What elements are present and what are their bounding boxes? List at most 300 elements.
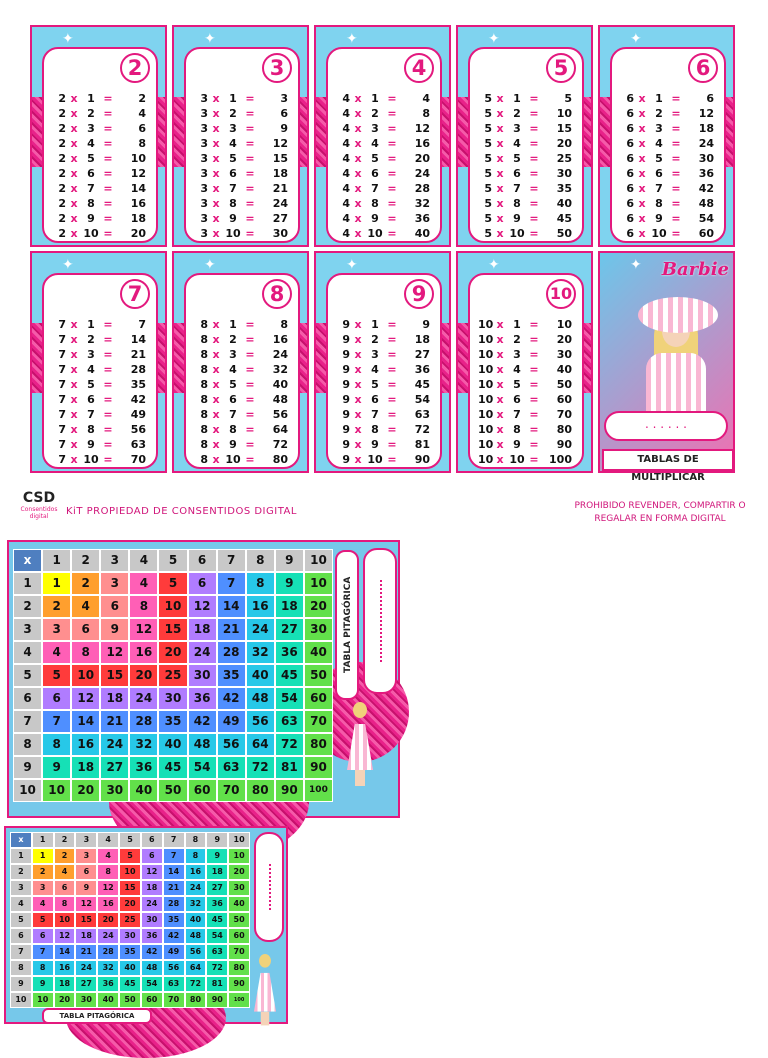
grid-cell: 32 [246, 641, 275, 664]
product: 8 [422, 107, 430, 120]
equals-sign: = [671, 137, 681, 150]
star-icon: ✦ [204, 31, 216, 47]
times-sign: x [354, 438, 362, 451]
product: 20 [556, 137, 572, 150]
grid-header-cell: 9 [10, 976, 32, 992]
product: 49 [130, 408, 146, 421]
grid-cell: 24 [185, 880, 207, 896]
times-sign: x [70, 122, 78, 135]
factor-b: 9 [371, 438, 379, 451]
factor-a: 2 [58, 212, 66, 225]
times-sign: x [496, 227, 504, 240]
factor-b: 2 [229, 107, 237, 120]
factor-b: 10 [367, 453, 383, 466]
grid-cell: 60 [304, 687, 333, 710]
factor-a: 7 [58, 318, 66, 331]
factor-a: 4 [342, 92, 350, 105]
equals-sign: = [671, 92, 681, 105]
factor-b: 7 [513, 408, 521, 421]
equals-sign: = [529, 197, 539, 210]
product: 30 [698, 152, 714, 165]
table-row [620, 211, 720, 226]
equals-sign: = [529, 378, 539, 391]
grid-cell: 30 [188, 664, 217, 687]
times-sign: x [354, 227, 362, 240]
star-icon: ✦ [346, 31, 358, 47]
product: 14 [130, 333, 146, 346]
grid-cell: 81 [206, 976, 228, 992]
table-row [620, 121, 720, 136]
factor-b: 1 [229, 92, 237, 105]
grid-cell: 72 [185, 976, 207, 992]
factor-a: 7 [58, 423, 66, 436]
factor-b: 6 [371, 167, 379, 180]
equals-sign: = [103, 408, 113, 421]
factor-a: 6 [626, 137, 634, 150]
factor-b: 1 [229, 318, 237, 331]
table-row [478, 332, 578, 347]
factor-b: 4 [655, 137, 663, 150]
name-field-vertical [363, 548, 397, 694]
grid-cell: 18 [275, 595, 304, 618]
grid-cell: 12 [71, 687, 100, 710]
table-row [336, 437, 436, 452]
product: 30 [272, 227, 288, 240]
grid-cell: 100 [228, 992, 250, 1008]
factor-a: 7 [58, 438, 66, 451]
equals-sign: = [245, 152, 255, 165]
cover-card [598, 251, 735, 483]
equals-sign: = [103, 152, 113, 165]
factor-b: 3 [87, 348, 95, 361]
factor-a: 4 [342, 167, 350, 180]
table-row [336, 317, 436, 332]
grid-header-cell: 9 [13, 756, 42, 779]
footer-ownership-text: KiT PROPIEDAD DE CONSENTIDOS DIGITAL [66, 506, 297, 517]
grid-cell: 32 [185, 896, 207, 912]
equals-sign: = [529, 107, 539, 120]
table-row [194, 196, 294, 211]
equals-sign: = [529, 227, 539, 240]
table-row [194, 211, 294, 226]
grid-cell: 18 [100, 687, 129, 710]
table-row [336, 347, 436, 362]
factor-b: 4 [513, 137, 521, 150]
times-sign: x [70, 363, 78, 376]
equals-sign: = [103, 197, 113, 210]
times-sign: x [496, 363, 504, 376]
times-sign: x [70, 137, 78, 150]
product: 36 [414, 363, 430, 376]
grid-cell: 9 [42, 756, 71, 779]
table-card-7 [30, 251, 167, 473]
equals-sign: = [245, 348, 255, 361]
times-sign: x [496, 137, 504, 150]
product: 35 [130, 378, 146, 391]
product: 40 [556, 363, 572, 376]
grid-cell: 12 [97, 880, 119, 896]
table-row [336, 181, 436, 196]
product: 14 [130, 182, 146, 195]
factor-b: 2 [371, 107, 379, 120]
factor-a: 10 [478, 453, 494, 466]
factor-b: 10 [651, 227, 667, 240]
factor-b: 7 [371, 182, 379, 195]
factor-b: 2 [371, 333, 379, 346]
grid-cell: 48 [141, 960, 163, 976]
grid-cell: 24 [246, 618, 275, 641]
equals-sign: = [245, 122, 255, 135]
table-number-badge: 2 [120, 53, 150, 83]
factor-b: 2 [513, 333, 521, 346]
factor-b: 3 [371, 348, 379, 361]
grid-cell: 36 [141, 928, 163, 944]
equals-sign: = [387, 167, 397, 180]
times-sign: x [212, 152, 220, 165]
table-card-8 [172, 251, 309, 473]
factor-b: 5 [655, 152, 663, 165]
factor-a: 3 [200, 182, 208, 195]
table-row [478, 151, 578, 166]
grid-cell: 21 [100, 710, 129, 733]
grid-cell: 56 [163, 960, 185, 976]
grid-cell: 9 [275, 572, 304, 595]
factor-b: 9 [229, 212, 237, 225]
grid-cell: 8 [97, 864, 119, 880]
product: 16 [130, 197, 146, 210]
equals-sign: = [387, 107, 397, 120]
table-row [194, 362, 294, 377]
star-icon: ✦ [62, 31, 74, 47]
factor-a: 3 [200, 152, 208, 165]
times-sign: x [354, 378, 362, 391]
factor-b: 1 [371, 318, 379, 331]
factor-b: 6 [229, 167, 237, 180]
factor-b: 8 [513, 423, 521, 436]
grid-cell: 21 [217, 618, 246, 641]
factor-b: 5 [513, 378, 521, 391]
equals-sign: = [245, 423, 255, 436]
table-row [194, 407, 294, 422]
factor-a: 8 [200, 333, 208, 346]
grid-cell: 35 [217, 664, 246, 687]
grid-cell: 72 [246, 756, 275, 779]
product: 9 [280, 122, 288, 135]
grid-cell: 14 [163, 864, 185, 880]
equals-sign: = [387, 423, 397, 436]
grid-header-cell: 6 [13, 687, 42, 710]
factor-a: 9 [342, 393, 350, 406]
grid-cell: 30 [100, 779, 129, 802]
product: 54 [414, 393, 430, 406]
factor-a: 5 [484, 137, 492, 150]
grid-cell: 48 [188, 733, 217, 756]
grid-cell: 48 [246, 687, 275, 710]
factor-a: 5 [484, 182, 492, 195]
grid-cell: 64 [246, 733, 275, 756]
grid-corner: x [10, 832, 32, 848]
grid-cell: 14 [71, 710, 100, 733]
grid-cell: 3 [75, 848, 97, 864]
times-sign: x [496, 348, 504, 361]
table-row [52, 437, 152, 452]
grid-cell: 15 [100, 664, 129, 687]
table-rows [336, 91, 436, 241]
factor-b: 10 [509, 453, 525, 466]
table-row [478, 422, 578, 437]
table-row [194, 226, 294, 241]
equals-sign: = [529, 122, 539, 135]
times-sign: x [496, 167, 504, 180]
grid-cell: 28 [217, 641, 246, 664]
grid-cell: 56 [217, 733, 246, 756]
grid-cell: 6 [100, 595, 129, 618]
factor-b: 10 [225, 227, 241, 240]
table-row [194, 136, 294, 151]
factor-a: 10 [478, 318, 494, 331]
factor-a: 6 [626, 167, 634, 180]
factor-b: 4 [229, 363, 237, 376]
product: 90 [556, 438, 572, 451]
grid-cell: 4 [71, 595, 100, 618]
factor-b: 10 [367, 227, 383, 240]
equals-sign: = [103, 393, 113, 406]
product: 4 [422, 92, 430, 105]
equals-sign: = [387, 182, 397, 195]
equals-sign: = [245, 378, 255, 391]
grid-header-cell: 1 [13, 572, 42, 595]
product: 12 [414, 122, 430, 135]
grid-header-cell: 4 [129, 549, 158, 572]
table-row [52, 422, 152, 437]
product: 12 [130, 167, 146, 180]
grid-cell: 16 [71, 733, 100, 756]
factor-b: 9 [229, 438, 237, 451]
name-dots [269, 864, 271, 910]
product: 7 [138, 318, 146, 331]
grid-cell: 16 [185, 864, 207, 880]
grid-cell: 49 [217, 710, 246, 733]
product: 54 [698, 212, 714, 225]
grid-cell: 54 [188, 756, 217, 779]
table-card-3 [172, 25, 309, 247]
factor-a: 8 [200, 348, 208, 361]
equals-sign: = [387, 393, 397, 406]
factor-b: 4 [513, 363, 521, 376]
factor-b: 5 [87, 378, 95, 391]
barbie-logo: Barbie [661, 259, 729, 280]
times-sign: x [70, 438, 78, 451]
grid-cell: 21 [75, 944, 97, 960]
table-row [52, 196, 152, 211]
grid-header-cell: 3 [75, 832, 97, 848]
product: 36 [414, 212, 430, 225]
barbie-figure-small [252, 954, 278, 1022]
table-row [620, 151, 720, 166]
table-row [52, 392, 152, 407]
factor-a: 4 [342, 152, 350, 165]
grid-cell: 35 [163, 912, 185, 928]
times-sign: x [638, 212, 646, 225]
equals-sign: = [387, 92, 397, 105]
factor-b: 10 [509, 227, 525, 240]
product: 20 [414, 152, 430, 165]
factor-a: 5 [484, 212, 492, 225]
pythagorean-title-small: TABLA PITAGÓRICA [42, 1008, 152, 1024]
grid-cell: 36 [97, 976, 119, 992]
equals-sign: = [387, 408, 397, 421]
grid-cell: 10 [42, 779, 71, 802]
factor-a: 5 [484, 197, 492, 210]
grid-cell: 50 [304, 664, 333, 687]
table-row [52, 121, 152, 136]
product: 50 [556, 378, 572, 391]
times-sign: x [638, 182, 646, 195]
times-sign: x [496, 378, 504, 391]
grid-header-cell: 3 [100, 549, 129, 572]
grid-cell: 4 [97, 848, 119, 864]
times-sign: x [496, 318, 504, 331]
product: 64 [272, 423, 288, 436]
factor-a: 8 [200, 378, 208, 391]
grid-header-cell: 1 [32, 832, 54, 848]
equals-sign: = [245, 333, 255, 346]
times-sign: x [70, 453, 78, 466]
grid-header-cell: 7 [163, 832, 185, 848]
equals-sign: = [103, 333, 113, 346]
product: 28 [130, 363, 146, 376]
table-row [478, 437, 578, 452]
table-row [194, 121, 294, 136]
table-row [52, 211, 152, 226]
grid-cell: 24 [188, 641, 217, 664]
factor-b: 8 [655, 197, 663, 210]
grid-cell: 30 [119, 928, 141, 944]
table-row [620, 226, 720, 241]
product: 18 [698, 122, 714, 135]
table-card-6 [598, 25, 735, 247]
table-number-badge: 4 [404, 53, 434, 83]
table-row [620, 91, 720, 106]
factor-b: 8 [229, 423, 237, 436]
grid-cell: 63 [275, 710, 304, 733]
times-sign: x [496, 423, 504, 436]
factor-a: 3 [200, 137, 208, 150]
equals-sign: = [671, 122, 681, 135]
factor-a: 8 [200, 363, 208, 376]
grid-cell: 45 [206, 912, 228, 928]
grid-cell: 36 [206, 896, 228, 912]
times-sign: x [70, 182, 78, 195]
grid-cell: 18 [188, 618, 217, 641]
name-field-vertical-small [254, 832, 284, 942]
grid-header-cell: 6 [141, 832, 163, 848]
factor-b: 2 [87, 107, 95, 120]
table-row [336, 392, 436, 407]
factor-a: 2 [58, 107, 66, 120]
factor-a: 2 [58, 92, 66, 105]
table-number-badge: 9 [404, 279, 434, 309]
equals-sign: = [387, 137, 397, 150]
grid-cell: 5 [119, 848, 141, 864]
table-panel [468, 273, 584, 469]
factor-b: 5 [371, 378, 379, 391]
grid-cell: 18 [206, 864, 228, 880]
grid-cell: 40 [158, 733, 187, 756]
grid-header-cell: 10 [13, 779, 42, 802]
grid-cell: 24 [100, 733, 129, 756]
times-sign: x [638, 92, 646, 105]
grid-cell: 7 [42, 710, 71, 733]
grid-header-cell: 6 [10, 928, 32, 944]
factor-a: 9 [342, 333, 350, 346]
table-row [620, 181, 720, 196]
grid-cell: 54 [275, 687, 304, 710]
factor-a: 9 [342, 453, 350, 466]
factor-a: 6 [626, 152, 634, 165]
product: 30 [556, 167, 572, 180]
product: 12 [698, 107, 714, 120]
times-sign: x [70, 423, 78, 436]
equals-sign: = [529, 438, 539, 451]
times-sign: x [354, 182, 362, 195]
equals-sign: = [103, 137, 113, 150]
times-sign: x [354, 92, 362, 105]
table-row [194, 151, 294, 166]
table-row [194, 91, 294, 106]
grid-cell: 25 [158, 664, 187, 687]
grid-cell: 15 [158, 618, 187, 641]
grid-cell: 16 [54, 960, 76, 976]
factor-a: 7 [58, 363, 66, 376]
grid-cell: 6 [75, 864, 97, 880]
grid-cell: 20 [158, 641, 187, 664]
table-row [478, 121, 578, 136]
times-sign: x [496, 92, 504, 105]
product: 45 [414, 378, 430, 391]
product: 35 [556, 182, 572, 195]
factor-a: 5 [484, 167, 492, 180]
times-sign: x [212, 227, 220, 240]
equals-sign: = [103, 182, 113, 195]
grid-cell: 70 [304, 710, 333, 733]
factor-b: 9 [655, 212, 663, 225]
grid-cell: 2 [71, 572, 100, 595]
equals-sign: = [103, 227, 113, 240]
times-sign: x [638, 197, 646, 210]
factor-a: 7 [58, 348, 66, 361]
table-row [336, 91, 436, 106]
factor-a: 7 [58, 393, 66, 406]
table-card-10 [456, 251, 593, 473]
star-icon: ✦ [204, 257, 216, 273]
star-icon: ✦ [488, 31, 500, 47]
grid-cell: 10 [54, 912, 76, 928]
factor-b: 7 [513, 182, 521, 195]
grid-cell: 90 [206, 992, 228, 1008]
table-number-badge: 6 [688, 53, 718, 83]
times-sign: x [354, 107, 362, 120]
product: 90 [414, 453, 430, 466]
table-number-badge: 8 [262, 279, 292, 309]
table-row [52, 407, 152, 422]
factor-a: 8 [200, 423, 208, 436]
factor-a: 9 [342, 423, 350, 436]
grid-cell: 15 [119, 880, 141, 896]
product: 42 [130, 393, 146, 406]
grid-header-cell: 9 [206, 832, 228, 848]
grid-cell: 70 [163, 992, 185, 1008]
